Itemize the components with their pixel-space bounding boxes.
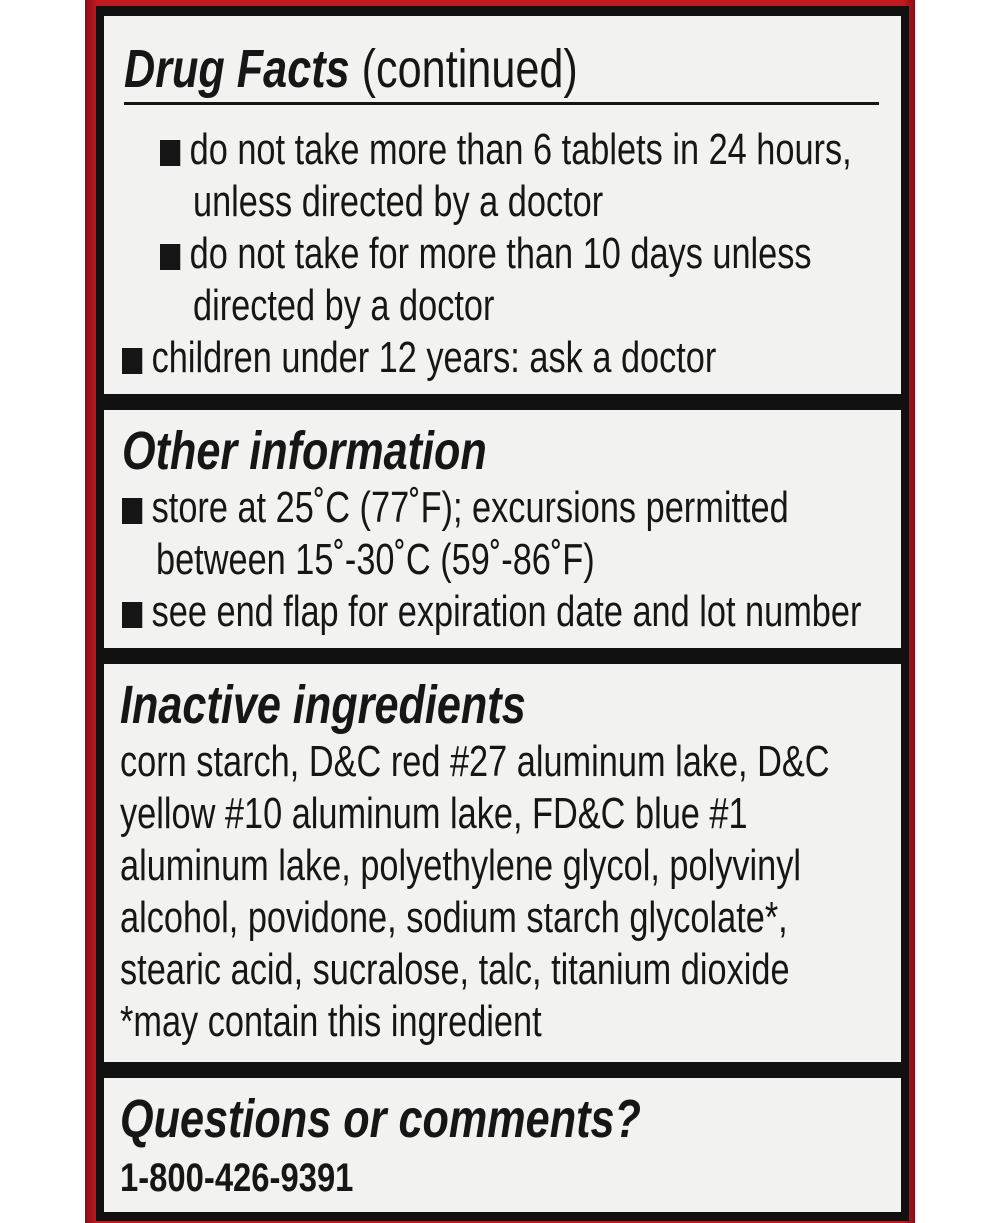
phone-number: 1-800-426-9391 xyxy=(120,1156,354,1200)
ingredients-line: aluminum lake, polyethylene glycol, polyvinyl xyxy=(120,841,802,890)
questions-title: Questions or comments? xyxy=(120,1089,641,1149)
ingredients-footnote: *may contain this ingredient xyxy=(120,997,542,1046)
list-item: store at 25˚C (77˚F); excursions permitted xyxy=(122,486,789,530)
drug-facts-panel xyxy=(104,16,901,394)
square-bullet-icon xyxy=(160,244,180,270)
drug-facts-title: Drug Facts xyxy=(124,39,350,99)
square-bullet-icon xyxy=(122,348,142,374)
square-bullet-icon xyxy=(160,140,180,166)
ingredients-line: corn starch, D&C red #27 aluminum lake, D&C xyxy=(120,737,830,786)
drug-facts-continued: (continued) xyxy=(361,39,578,99)
inactive-ingredients-panel xyxy=(104,664,901,1062)
ingredients-line: alcohol, povidone, sodium starch glycolate*, xyxy=(120,893,788,942)
list-item: see end flap for expiration date and lot number xyxy=(122,590,861,634)
square-bullet-icon xyxy=(122,602,142,628)
square-bullet-icon xyxy=(122,498,142,524)
list-item: do not take for more than 10 days unless xyxy=(160,232,812,276)
inactive-ingredients-title: Inactive ingredients xyxy=(120,675,526,735)
list-item: do not take more than 6 tablets in 24 hours, xyxy=(160,128,852,172)
other-information-title: Other information xyxy=(122,421,487,481)
ingredients-line: stearic acid, sucralose, talc, titanium dioxide xyxy=(120,945,790,994)
list-item-continuation: unless directed by a doctor xyxy=(193,177,604,226)
list-item-continuation: directed by a doctor xyxy=(193,281,495,330)
heading-rule xyxy=(124,102,879,105)
questions-panel xyxy=(104,1078,901,1212)
drug-facts-heading xyxy=(124,39,578,99)
list-item-continuation: between 15˚-30˚C (59˚-86˚F) xyxy=(156,535,595,584)
other-information-panel xyxy=(104,410,901,648)
list-item: children under 12 years: ask a doctor xyxy=(122,336,716,380)
ingredients-line: yellow #10 aluminum lake, FD&C blue #1 xyxy=(120,789,748,838)
